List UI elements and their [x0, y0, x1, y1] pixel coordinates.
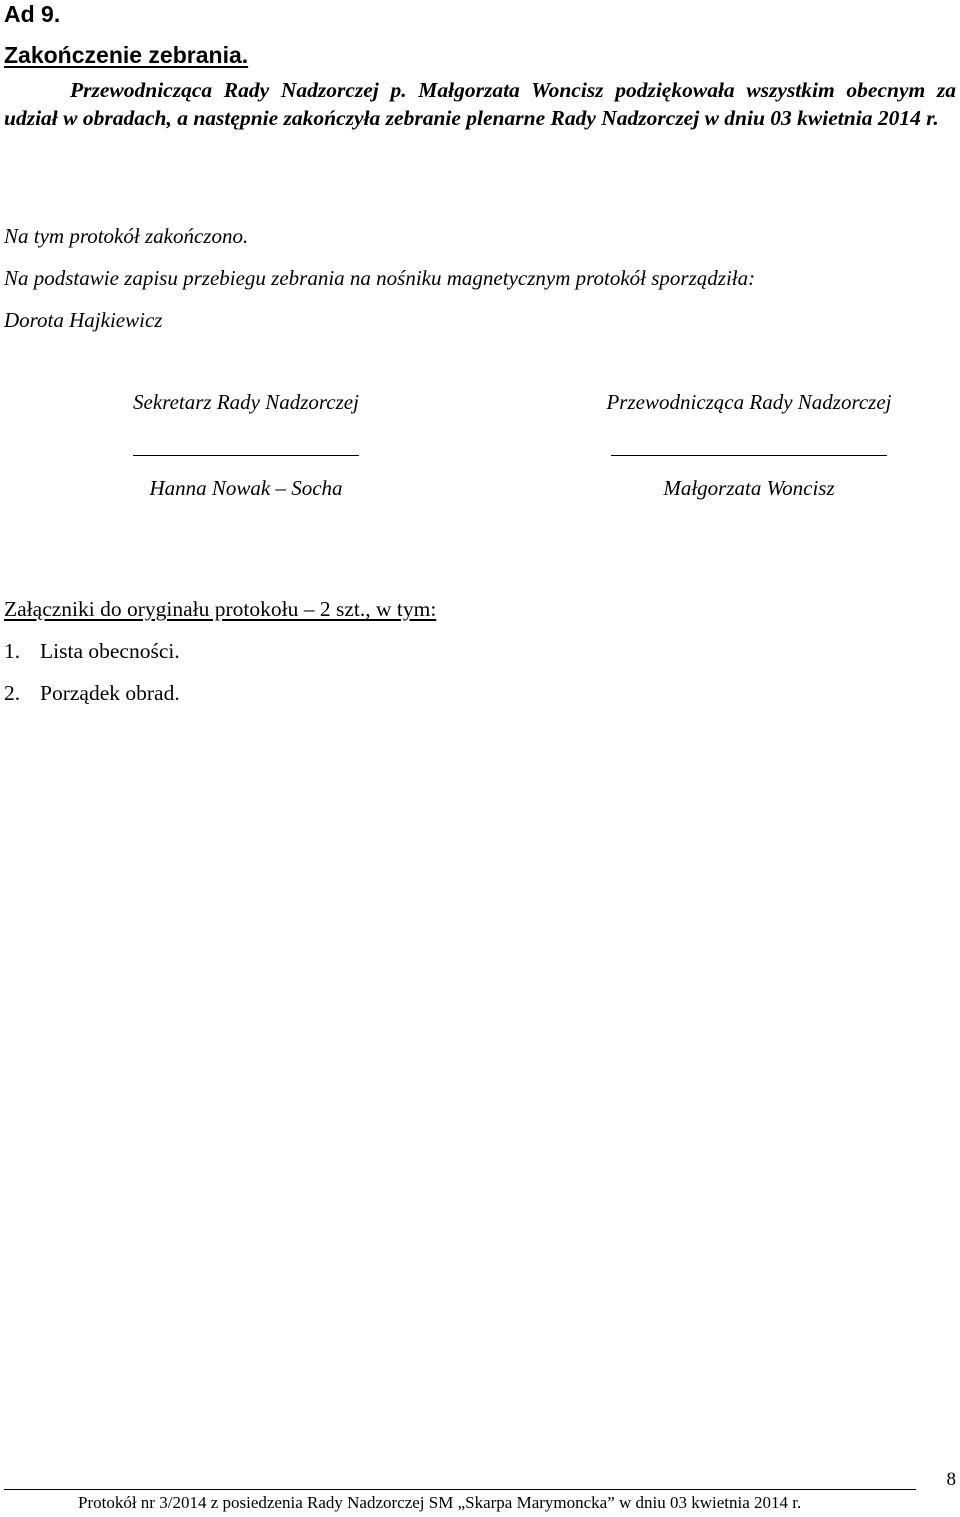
- attachment-label: Lista obecności.: [40, 639, 180, 663]
- attachments-heading: Załączniki do oryginału protokołu – 2 szt., w tym:: [4, 597, 437, 621]
- closing-paragraph: Przewodnicząca Rady Nadzorczej p. Małgorzata Woncisz podziękowała wszystkim obecnym za udział w obradach, a następnie zakończyła zebranie plenarne Rady Nadzorczej w dniu 03 kwietnia 2014 r.: [4, 78, 956, 130]
- protocol-end-text: Na tym protokół zakończono.: [4, 224, 249, 248]
- signature-line: [611, 454, 887, 456]
- footer-text: Protokół nr 3/2014 z posiedzenia Rady Nadzorczej SM „Skarpa Marymoncka” w dniu 03 kwietnia 2014 r.: [78, 1493, 802, 1512]
- attachment-label: Porządek obrad.: [40, 681, 180, 705]
- footer-divider: [4, 1489, 916, 1490]
- section-title: Zakończenie zebrania.: [4, 42, 249, 68]
- page-number: 8: [946, 1469, 956, 1490]
- attachment-item: [4, 637, 180, 665]
- signature-block-secretary: [100, 388, 392, 502]
- recorder-name: Dorota Hajkiewicz: [4, 308, 163, 332]
- attachment-item: [4, 679, 180, 707]
- item-number: Ad 9.: [4, 1, 61, 27]
- attachment-number: 1.: [4, 639, 21, 663]
- signature-role: Sekretarz Rady Nadzorczej: [133, 390, 359, 414]
- attachment-number: 2.: [4, 681, 21, 705]
- signature-block-chairwoman: [560, 388, 938, 502]
- signature-role: Przewodnicząca Rady Nadzorczej: [606, 390, 892, 414]
- signature-name: Hanna Nowak – Socha: [149, 476, 343, 500]
- signature-name: Małgorzata Woncisz: [663, 476, 835, 500]
- signature-line: [133, 454, 359, 456]
- recorder-note: Na podstawie zapisu przebiegu zebrania na nośniku magnetycznym protokół sporządziła:: [4, 266, 756, 290]
